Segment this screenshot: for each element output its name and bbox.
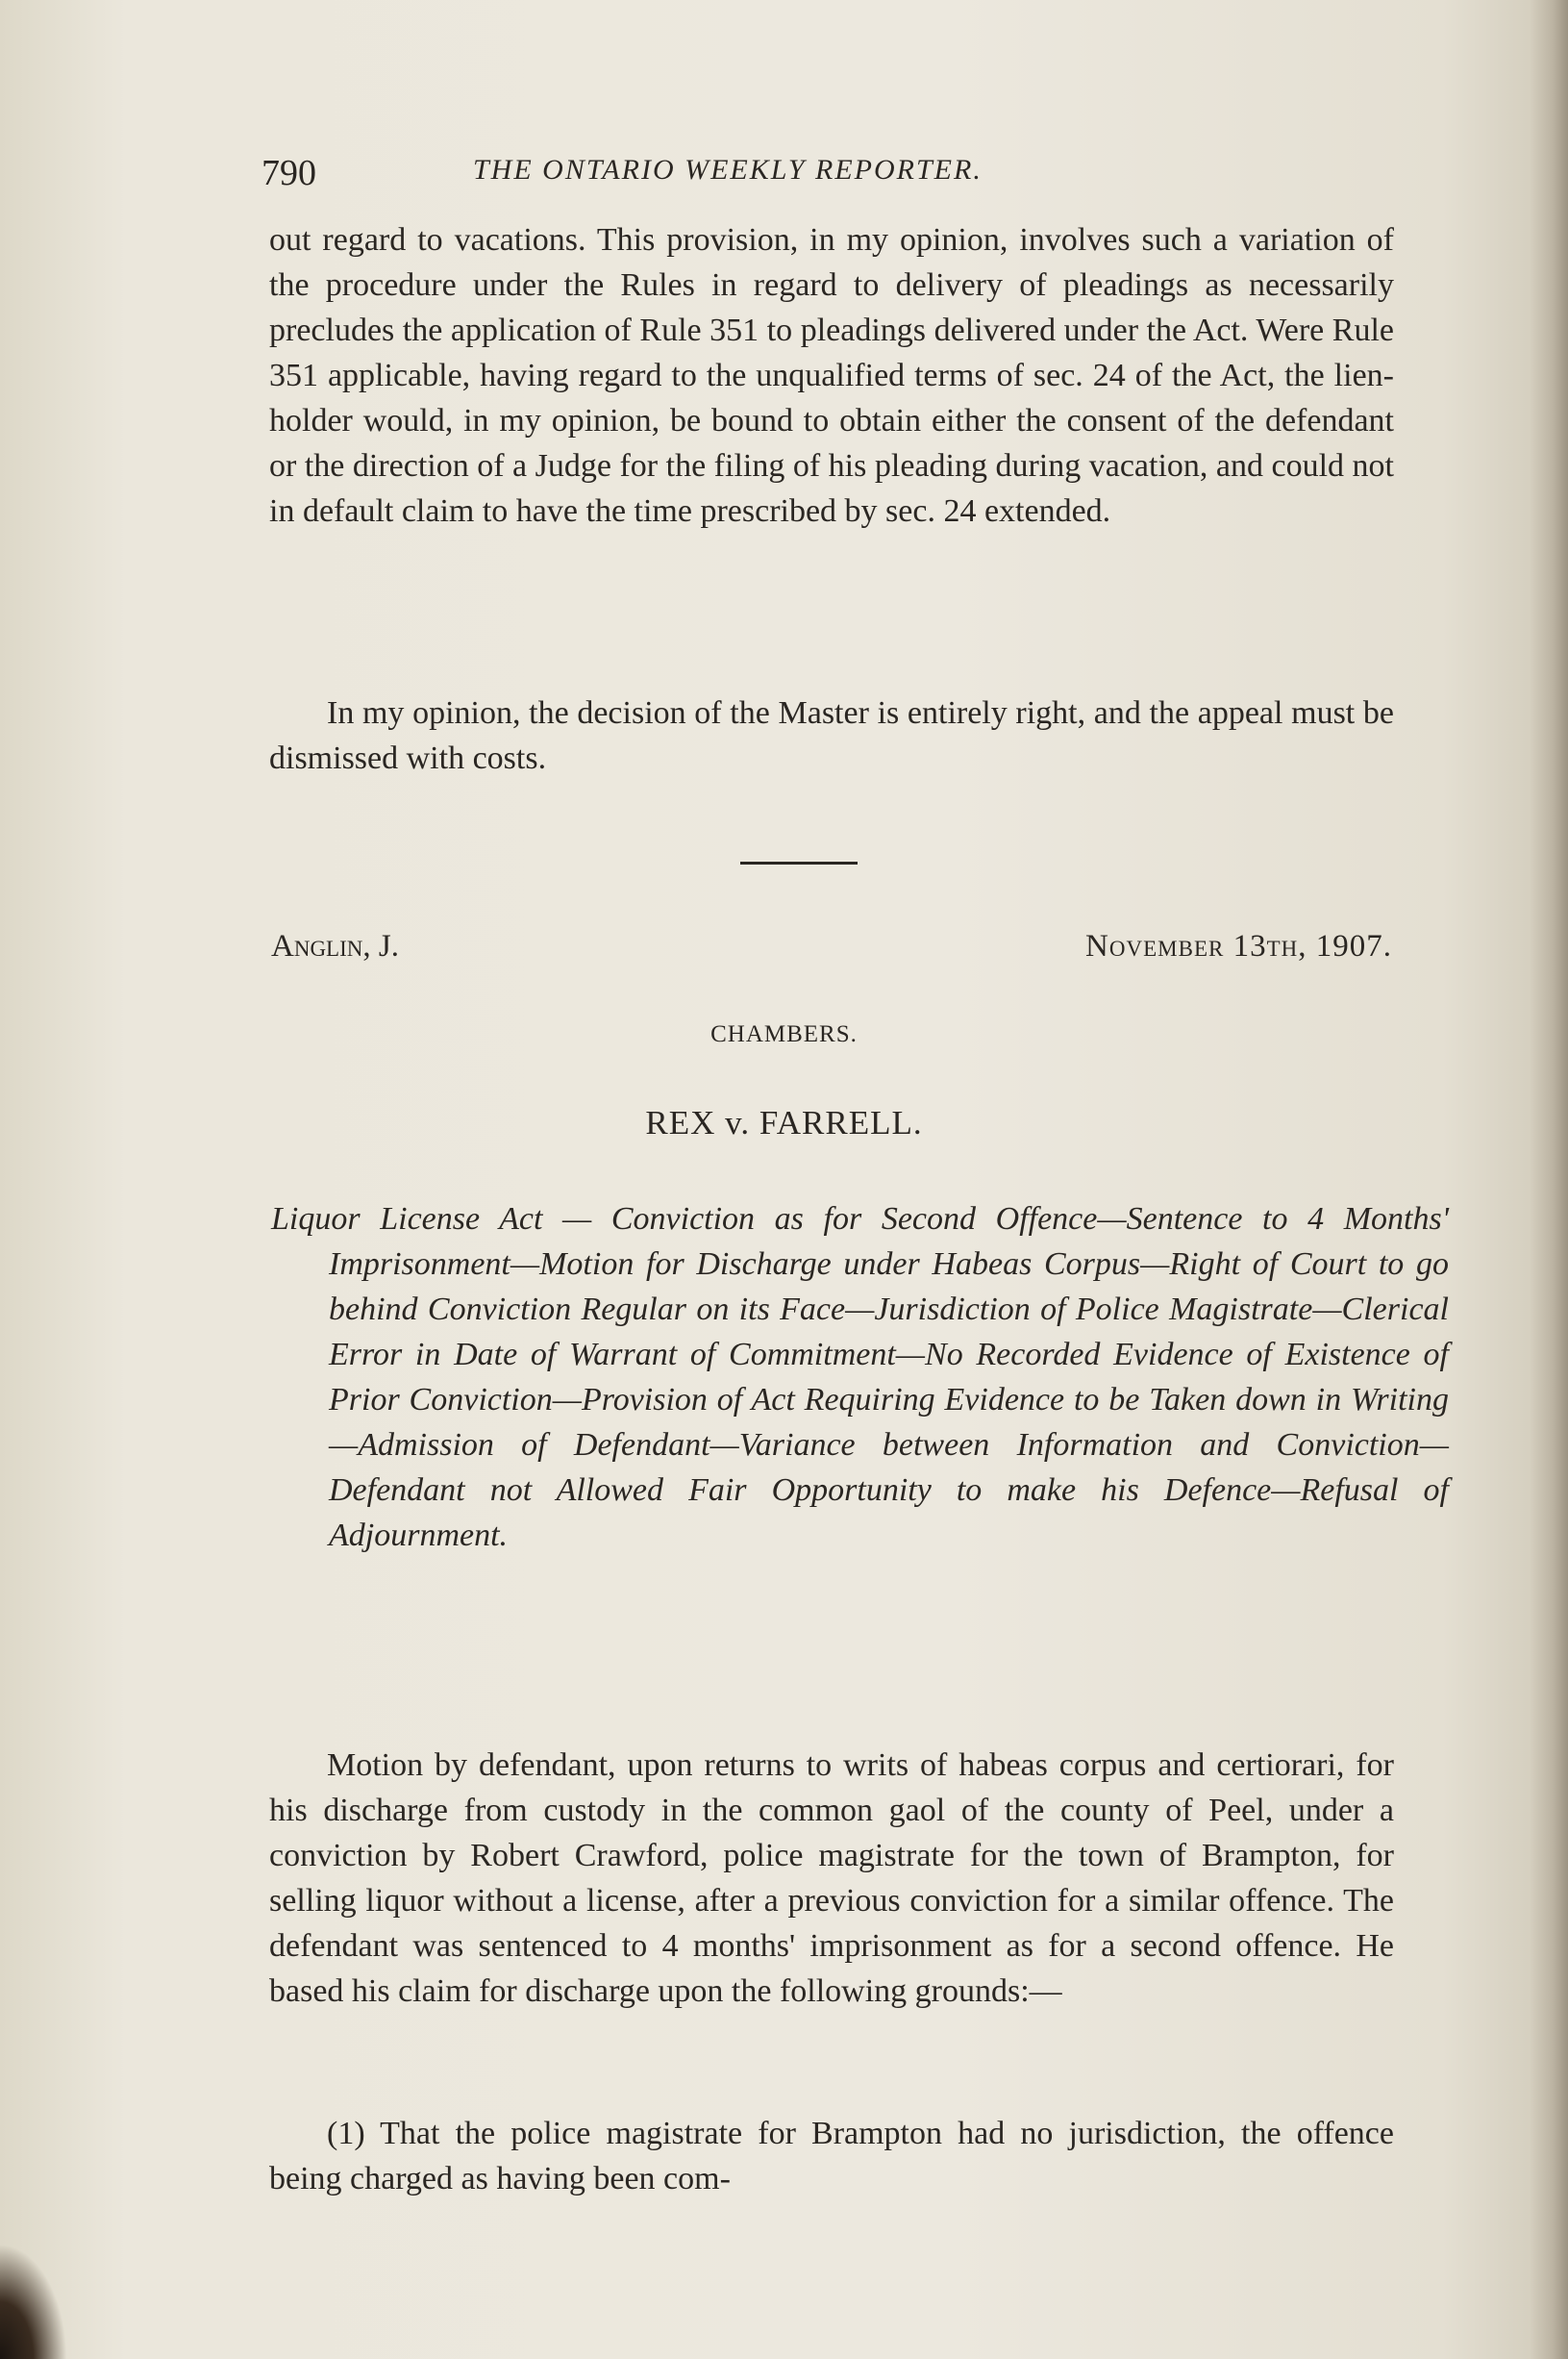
page-edge-shadow [1530, 0, 1568, 2359]
case-title: REX v. FARRELL. [645, 1104, 923, 1142]
headnote: Liquor License Act — Conviction as for Second Offence—Sentence to 4 Months' Imprisonment—Motion for Discharge under Habeas Corpus—Right of Court to go behind Conviction Regular on its Face—Jurisdiction of Police Magistrate—Clerical Error in Date of Warrant of Commitment—No Recorded Evidence of Existence of Prior Conviction—Provision of Act Requiring Evidence to be Taken down in Writing—Admission of Defendant—Variance between Information and Conviction—Defendant not Allowed Fair Opportunity to make his Defence—Refusal of Adjournment. [271, 1201, 1449, 1553]
journal-title: THE ONTARIO WEEKLY REPORTER. [473, 154, 983, 186]
section-divider [740, 862, 858, 865]
decision-date: November 13th, 1907. [1085, 929, 1392, 964]
page-number: 790 [261, 153, 316, 193]
motion-paragraph: Motion by defendant, upon returns to writs of habeas corpus and certiorari, for his discharge from custody in the common gaol of the county of Peel, under a conviction by Robert Crawford, police magistrate for the town of Brampton, for selling liquor without a license, after a previous conviction for a similar offence. The defendant was sentenced to 4 months' imprisonment as for a second offence. He based his claim for discharge upon the following grounds:— [269, 1747, 1394, 2009]
conclusion-paragraph: In my opinion, the decision of the Master is entirely right, and the appeal must be dismissed with costs. [269, 695, 1394, 776]
corner-shadow [0, 2244, 67, 2359]
running-header [261, 152, 1396, 206]
court-heading: CHAMBERS. [710, 1021, 858, 1047]
ground-one-paragraph: (1) That the police magistrate for Brampton had no jurisdiction, the offence being charged as having been com- [269, 2116, 1394, 2196]
continued-paragraph: out regard to vacations. This provision, in my opinion, involves such a variation of the procedure under the Rules in regard to delivery of pleadings as necessarily precludes the application of Rule 351 to pleadings delivered under the Act. Were Rule 351 applicable, having regard to the unqualified terms of sec. 24 of the Act, the lien-holder would, in my opinion, be bound to obtain either the consent of the defendant or the direction of a Judge for the filing of his pleading during vacation, and could not in default claim to have the time prescribed by sec. 24 extended. [269, 222, 1394, 529]
judge-name: Anglin, J. [271, 929, 399, 964]
